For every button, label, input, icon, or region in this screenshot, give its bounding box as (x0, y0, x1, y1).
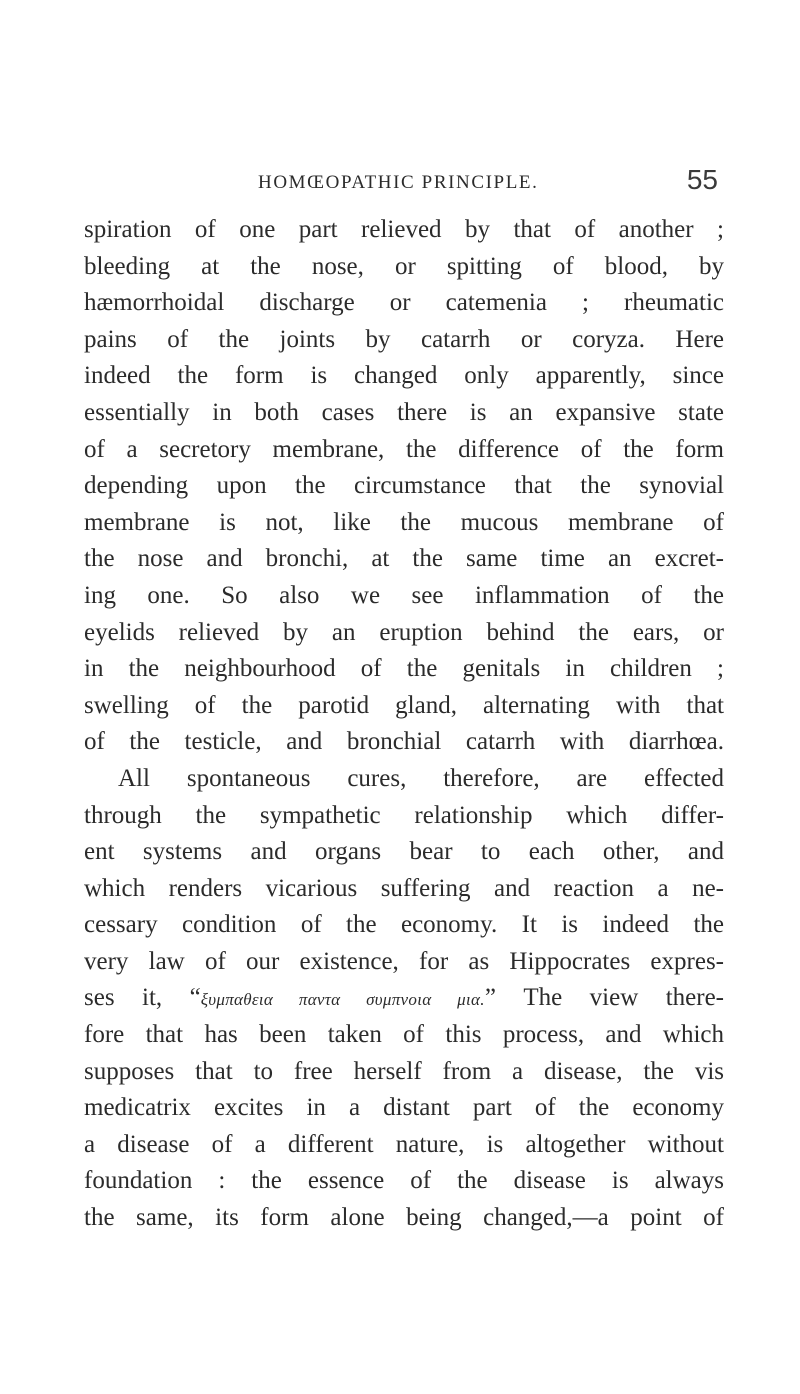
body-text (84, 212, 724, 1237)
greek-quote-line (84, 980, 724, 1017)
running-title: HOMŒOPATHIC PRINCIPLE. (258, 172, 539, 193)
text-line: the nose and bronchi, at the same time an excret- (84, 545, 724, 573)
text-line: fore that has been taken of this process, and which (84, 1021, 724, 1049)
text-line: pains of the joints by catarrh or coryza. Here (84, 325, 724, 353)
text-line: of the testicle, and bronchial catarrh with diarrhœa. (84, 728, 724, 756)
text-line: swelling of the parotid gland, alternating with that (84, 691, 724, 719)
text-line: cessary condition of the economy. It is indeed the (84, 911, 724, 939)
page-number: 55 (686, 164, 718, 195)
running-head (258, 164, 718, 204)
greek-line-after: ” The view there- (484, 984, 725, 1012)
text-line: supposes that to free herself from a disease, the vis (84, 1057, 724, 1085)
text-line: foundation : the essence of the disease is always (84, 1167, 724, 1195)
text-line: the same, its form alone being changed,—a point of (84, 1204, 724, 1232)
text-line: essentially in both cases there is an expansive state (84, 398, 724, 426)
text-line: depending upon the circumstance that the synovial (84, 472, 724, 500)
text-line: indeed the form is changed only apparently, since (84, 362, 724, 390)
greek-quotation: ξυμπαθεια παντα συμπνοια μια. (200, 990, 485, 1010)
text-line: medicatrix excites in a distant part of the economy (84, 1094, 724, 1122)
greek-line-before: ses it, “ (84, 984, 201, 1012)
text-line: ing one. So also we see inflammation of the (84, 581, 724, 609)
text-line: eyelids relieved by an eruption behind the ears, or (84, 618, 724, 646)
text-line: membrane is not, like the mucous membrane of (84, 508, 724, 536)
text-line: spiration of one part relieved by that of another ; (84, 216, 724, 243)
text-line: hæmorrhoidal discharge or catemenia ; rheumatic (84, 289, 724, 317)
text-line: a disease of a different nature, is altogether without (84, 1130, 724, 1158)
text-line: ent systems and organs bear to each other, and (84, 838, 724, 866)
text-line: which renders vicarious suffering and reaction a ne- (84, 874, 724, 902)
text-line: through the sympathetic relationship which differ- (84, 801, 724, 829)
text-line: very law of our existence, for as Hippocrates expres- (84, 947, 724, 975)
text-line: of a secretory membrane, the difference of the form (84, 435, 724, 463)
text-line: in the neighbourhood of the genitals in children ; (84, 655, 724, 683)
text-line: bleeding at the nose, or spitting of blood, by (84, 252, 724, 280)
paragraph-start-line: All spontaneous cures, therefore, are effected (118, 764, 724, 792)
